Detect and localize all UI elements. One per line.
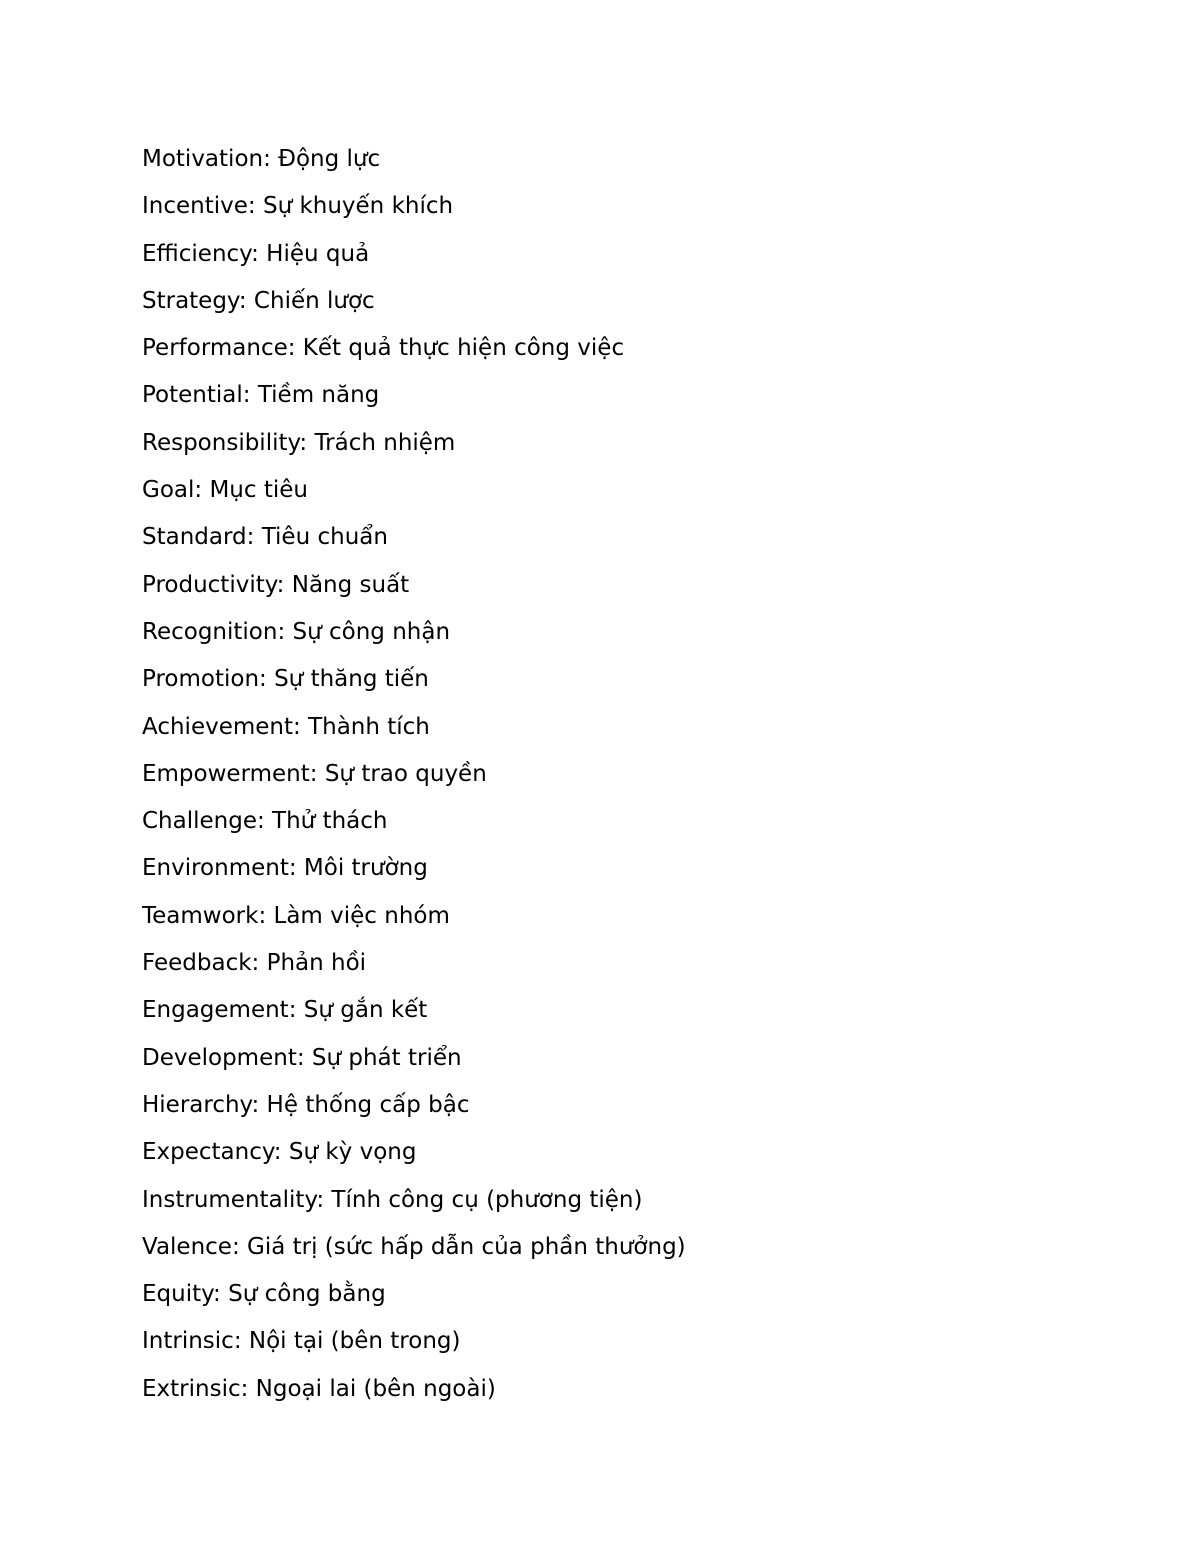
term-item: Responsibility: Trách nhiệm [142, 429, 456, 456]
term-item: Promotion: Sự thăng tiến [142, 666, 429, 693]
term-item: Incentive: Sự khuyến khích [142, 193, 454, 220]
term-item: Expectancy: Sự kỳ vọng [142, 1139, 417, 1166]
term-item: Recognition: Sự công nhận [142, 618, 451, 645]
term-item: Teamwork: Làm việc nhóm [142, 902, 450, 929]
term-item: Empowerment: Sự trao quyền [142, 760, 487, 787]
term-item: Engagement: Sự gắn kết [142, 997, 428, 1024]
term-item: Environment: Môi trường [142, 855, 428, 882]
term-item: Productivity: Năng suất [142, 571, 410, 598]
term-item: Instrumentality: Tính công cụ (phương tiện) [142, 1186, 643, 1213]
term-item: Development: Sự phát triển [142, 1044, 462, 1071]
term-item: Standard: Tiêu chuẩn [142, 524, 388, 551]
term-item: Goal: Mục tiêu [142, 477, 308, 504]
term-item: Feedback: Phản hồi [142, 950, 367, 977]
term-item: Potential: Tiềm năng [142, 382, 380, 409]
term-item: Performance: Kết quả thực hiện công việc [142, 335, 625, 362]
term-item: Hierarchy: Hệ thống cấp bậc [142, 1091, 470, 1118]
term-item: Equity: Sự công bằng [142, 1281, 386, 1308]
term-item: Motivation: Động lực [142, 146, 381, 172]
term-item: Extrinsic: Ngoại lai (bên ngoài) [142, 1375, 496, 1402]
term-item: Challenge: Thử thách [142, 808, 388, 835]
term-item: Valence: Giá trị (sức hấp dẫn của phần thưởng) [142, 1233, 686, 1260]
term-item: Intrinsic: Nội tại (bên trong) [142, 1328, 461, 1355]
term-item: Achievement: Thành tích [142, 713, 430, 740]
term-item: Efficiency: Hiệu quả [142, 240, 370, 267]
term-item: Strategy: Chiến lược [142, 287, 375, 314]
term-list [142, 136, 686, 1413]
